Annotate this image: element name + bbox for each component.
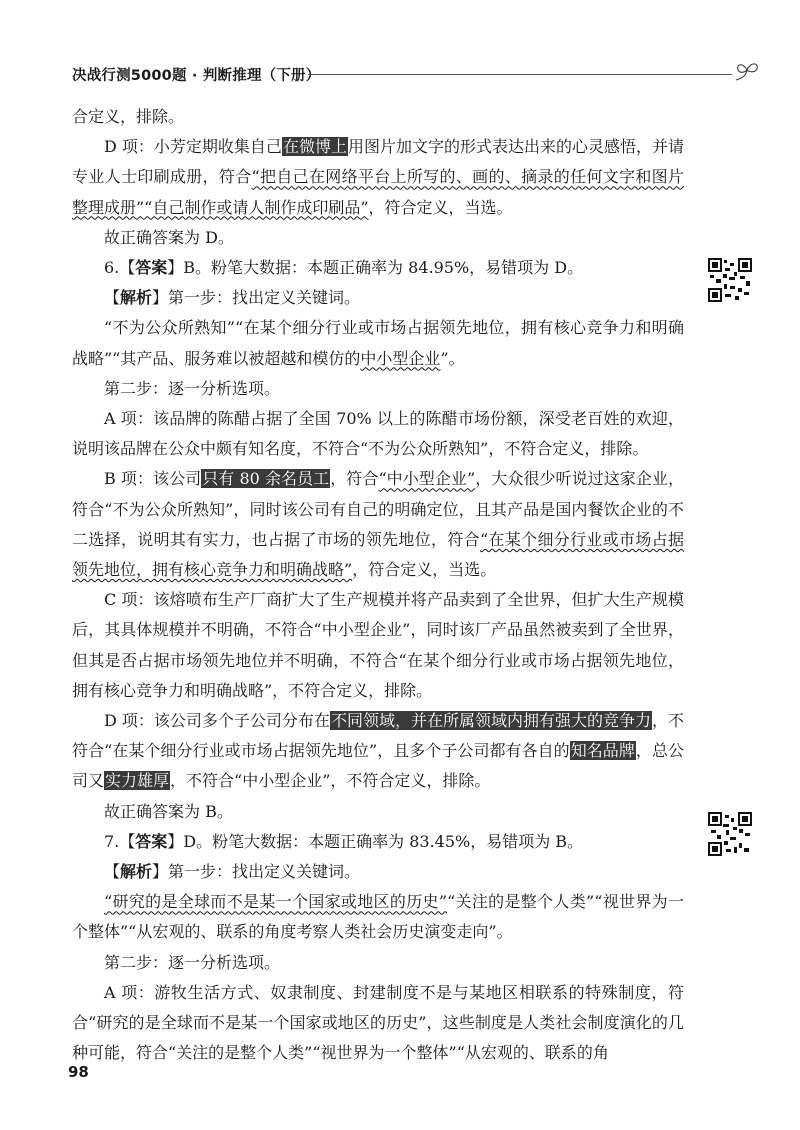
conclusion: 故正确答案为 D。: [104, 227, 234, 247]
analysis-line: 【解析】第一步：找出定义关键词。: [104, 862, 361, 882]
highlighted-phrase: 只有 80 余名员工: [202, 469, 330, 489]
answer-label: 答案: [135, 831, 168, 851]
step-two: 第二步：逐一分析选项。: [104, 952, 281, 972]
option-b-paragraph: B 项：该公司只有 80 余名员工，符合“中小型企业”，大众很少听说过这家企业，符合“不为公众所熟知”，同时该公司有自己的明确定位，且其产品是国内餐饮企业的不二选择，说明其有实力，也占据了市场的领先地位，符合“在某个细分行业或市场占据领先地位，拥有核心竞争力和明确战略”，符合定义，当选。: [72, 469, 684, 580]
header-rule: [308, 74, 732, 75]
step-two: 第二步：逐一分析选项。: [104, 378, 281, 398]
sprout-icon: [732, 58, 762, 84]
keyword-paragraph: “研究的是全球而不是某一个国家或地区的历史”“关注的是整个人类”“视世界为一个整体”“从宏观的、联系的角度考察人类社会历史演变走向”。: [72, 892, 684, 942]
paragraph: 合定义，排除。: [72, 107, 185, 126]
analysis-label: 解析: [120, 862, 153, 882]
running-header: [72, 56, 762, 86]
option-c-paragraph: C 项：该熔喷布生产厂商扩大了生产规模并将产品卖到了全世界，但扩大生产规模后，其具体规模并不明确，不符合“中小型企业”，同时该厂产品虽然被卖到了全世界，但其是否占据市场领先地位并不明确，不符合“在某个细分行业或市场占据领先地位，拥有核心竞争力和明确战略”，不符合定义，排除。: [72, 590, 684, 700]
analysis-line: 【解析】第一步：找出定义关键词。: [104, 288, 361, 308]
answer-label: 答案: [135, 258, 168, 278]
answer-line: 7.【答案】D。粉笔大数据：本题正确率为 83.45%，易错项为 B。: [104, 831, 584, 851]
highlighted-phrase: 不同领域，并在所属领域内拥有强大的竞争力: [330, 711, 651, 731]
answer-line: 6.【答案】B。粉笔大数据：本题正确率为 84.95%，易错项为 D。: [104, 258, 584, 278]
option-d-paragraph: D 项：小芳定期收集自己在微博上用图片加文字的形式表达出来的心灵感悟，并请专业人士印刷成册，符合“把自己在网络平台上所写的、画的、摘录的任何文字和图片整理成册”“自己制作或请人制作成印刷品”，符合定义，当选。: [72, 137, 684, 217]
underlined-phrase: “研究的是全球而不是某一个国家或地区的历史”: [104, 892, 448, 912]
book-title: 决战行测5000题 · 判断推理（下册）: [72, 68, 321, 84]
highlighted-phrase: 知名品牌: [570, 741, 635, 761]
qr-code-icon[interactable]: [708, 258, 752, 302]
main-text: [72, 102, 684, 1069]
highlighted-phrase: 在微博上: [282, 137, 347, 157]
conclusion: 故正确答案为 B。: [104, 801, 233, 821]
analysis-label: 解析: [120, 288, 153, 308]
underlined-phrase: “把自己在网络平台上所写的、画的、摘录的任何文字和图片整理成册”“自己制作或请人制作成印刷品”: [72, 167, 684, 217]
page-number: 98: [68, 1063, 89, 1081]
option-a-paragraph: A 项：游牧生活方式、奴隶制度、封建制度不是与某地区相联系的特殊制度，符合“研究的是全球而不是某一个国家或地区的历史”，这些制度是人类社会制度演化的几种可能，符合“关注的是整个人类”“视世界为一个整体”“从宏观的、联系的角: [72, 982, 684, 1063]
underlined-phrase: 中小型企业: [360, 348, 441, 368]
underlined-phrase: “中小型企业”: [378, 469, 476, 489]
keyword-paragraph: “不为公众所熟知”“在某个细分行业或市场占据领先地位，拥有核心竞争力和明确战略”“其产品、服务难以被超越和模仿的中小型企业”。: [72, 318, 684, 368]
qr-code-icon[interactable]: [708, 812, 752, 856]
option-d-paragraph: D 项：该公司多个子公司分布在不同领域，并在所属领域内拥有强大的竞争力，不符合“在某个细分行业或市场占据领先地位”，且多个子公司都有各自的知名品牌，总公司又实力雄厚，不符合“中小型企业”，不符合定义，排除。: [72, 711, 684, 791]
underlined-phrase: “在某个细分行业或市场占据领先地位，拥有核心竞争力和明确战略”: [72, 529, 684, 580]
option-a-paragraph: A 项：该品牌的陈醋占据了全国 70% 以上的陈醋市场份额，深受老百姓的欢迎，说明该品牌在公众中颇有知名度，不符合“不为公众所熟知”，不符合定义，排除。: [72, 409, 684, 459]
highlighted-phrase: 实力雄厚: [105, 771, 170, 791]
